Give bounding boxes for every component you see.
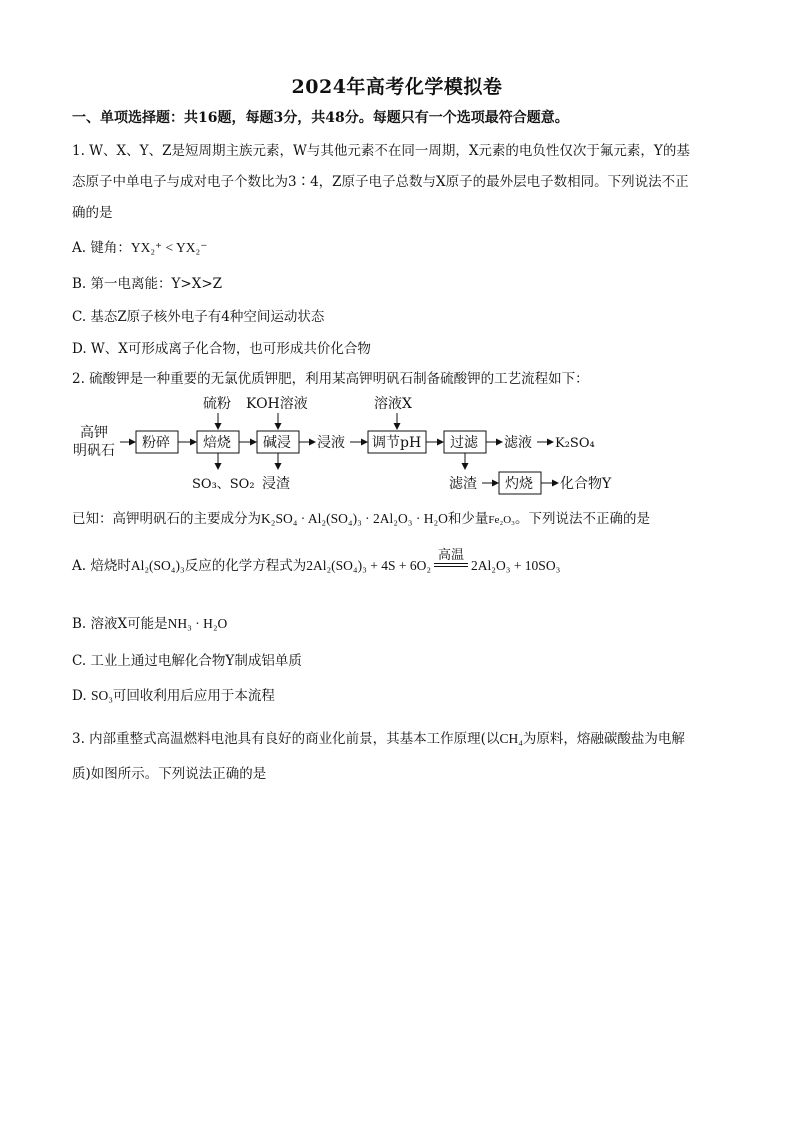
q2-known-prefix: 已知：高钾明矾石的主要成分为 bbox=[72, 511, 261, 527]
q1-option-c: C. 基态Z原子核外电子有4种空间运动状态 bbox=[72, 309, 325, 325]
q2-option-b-prefix: B. 溶液X可能是 bbox=[72, 616, 168, 632]
flow-leachate: 浸液 bbox=[317, 435, 345, 451]
q2-option-a-lhs: 2Al₂(SO₄)₃ + 4S + 6O₂ bbox=[306, 558, 432, 573]
q3-stem-line1 bbox=[72, 729, 685, 749]
q2-option-c: C. 工业上通过电解化合物Y制成铝单质 bbox=[72, 653, 302, 669]
q1-stem-line1: 1. W、X、Y、Z是短周期主族元素，W与其他元素不在同一周期，X元素的电负性仅次于氟元素，Y的基 bbox=[72, 143, 690, 159]
q1-option-d: D. W、X可形成离子化合物，也可形成共价化合物 bbox=[72, 341, 371, 357]
q1-option-a-label: A. 键角： bbox=[72, 240, 131, 256]
flow-step-roast: 焙烧 bbox=[203, 435, 231, 451]
flow-step-filter: 过滤 bbox=[450, 435, 478, 451]
q1-option-a-formula: YX₂⁺ < YX₂⁻ bbox=[130, 240, 208, 255]
q3-stem-prefix: 3. 内部重整式高温燃料电池具有良好的商业化前景，其基本工作原理(以 bbox=[72, 731, 500, 747]
q2-option-b bbox=[72, 614, 227, 634]
flow-reagent-x: 溶液X bbox=[374, 396, 412, 412]
q2-option-d bbox=[72, 686, 275, 706]
flow-step-alkali-leach: 碱浸 bbox=[263, 435, 291, 451]
q3-stem-line2: 质)如图所示。下列说法正确的是 bbox=[72, 766, 267, 782]
q2-known-impurity: Fe₂O₃ bbox=[488, 514, 516, 526]
q2-option-d-suffix: 可回收利用后应用于本流程 bbox=[112, 688, 275, 704]
flow-step-crush: 粉碎 bbox=[142, 435, 170, 451]
flow-gas: SO₃、SO₂ bbox=[192, 477, 255, 492]
flow-reagent-koh: KOH溶液 bbox=[246, 396, 308, 412]
flow-residue-2: 滤渣 bbox=[449, 476, 477, 492]
process-flow-diagram bbox=[70, 392, 630, 498]
q2-known-suffix: 。下列说法不正确的是 bbox=[515, 511, 651, 527]
q2-option-a-reactant: Al₂(SO₄)₃ bbox=[130, 558, 185, 573]
section-heading: 一、单项选择题：共16题，每题3分，共48分。每题只有一个选项最符合题意。 bbox=[72, 110, 569, 126]
flow-residue-1: 浸渣 bbox=[262, 476, 290, 492]
q1-stem-line2: 态原子中单电子与成对电子个数比为3∶4，Z原子电子总数与X原子的最外层电子数相同。下列说法不正 bbox=[72, 174, 689, 190]
q3-stem-formula: CH₄ bbox=[499, 731, 523, 746]
flow-product-k2so4: K₂SO₄ bbox=[555, 436, 595, 451]
page-title: 2024年高考化学模拟卷 bbox=[291, 76, 503, 98]
q2-option-a-condition-text: 高温 bbox=[438, 547, 465, 563]
flow-filtrate: 滤液 bbox=[504, 435, 532, 451]
flow-step-adjust-ph: 调节pH bbox=[372, 435, 422, 451]
q1-option-b: B. 第一电离能：Y>X>Z bbox=[72, 276, 223, 292]
flow-product-y: 化合物Y bbox=[560, 476, 612, 492]
flow-reagent-sulfur: 硫粉 bbox=[203, 396, 231, 412]
flow-raw-material-line2: 明矾石 bbox=[73, 443, 115, 459]
q1-stem-line3: 确的是 bbox=[72, 205, 113, 221]
flow-step-calcine: 灼烧 bbox=[505, 476, 533, 492]
q2-option-d-prefix: D. bbox=[72, 688, 91, 704]
q2-option-d-formula: SO₃ bbox=[90, 688, 113, 703]
q2-known-mid: 和少量 bbox=[447, 511, 489, 527]
q2-option-a-mid: 反应的化学方程式为 bbox=[184, 558, 307, 574]
flow-raw-material-line1: 高钾 bbox=[80, 425, 108, 441]
q2-known-info bbox=[72, 509, 650, 530]
q2-option-a-condition bbox=[434, 549, 468, 567]
q2-option-a-rhs: 2Al₂O₃ + 10SO₃ bbox=[471, 558, 561, 573]
q2-stem: 2. 硫酸钾是一种重要的无氯优质钾肥，利用某高钾明矾石制备硫酸钾的工艺流程如下： bbox=[72, 371, 589, 387]
q2-option-a-prefix: A. 焙烧时 bbox=[72, 558, 131, 574]
q2-option-a bbox=[72, 547, 561, 576]
q2-option-b-formula: NH₃ · H₂O bbox=[167, 616, 228, 631]
q2-known-formula: K₂SO₄ · Al₂(SO₄)₃ · 2Al₂O₃ · H₂O bbox=[261, 511, 448, 526]
q3-stem-suffix: 为原料，熔融碳酸盐为电解 bbox=[522, 731, 685, 747]
q1-option-a bbox=[72, 238, 207, 258]
q2-option-a-equals-bar bbox=[434, 563, 468, 567]
